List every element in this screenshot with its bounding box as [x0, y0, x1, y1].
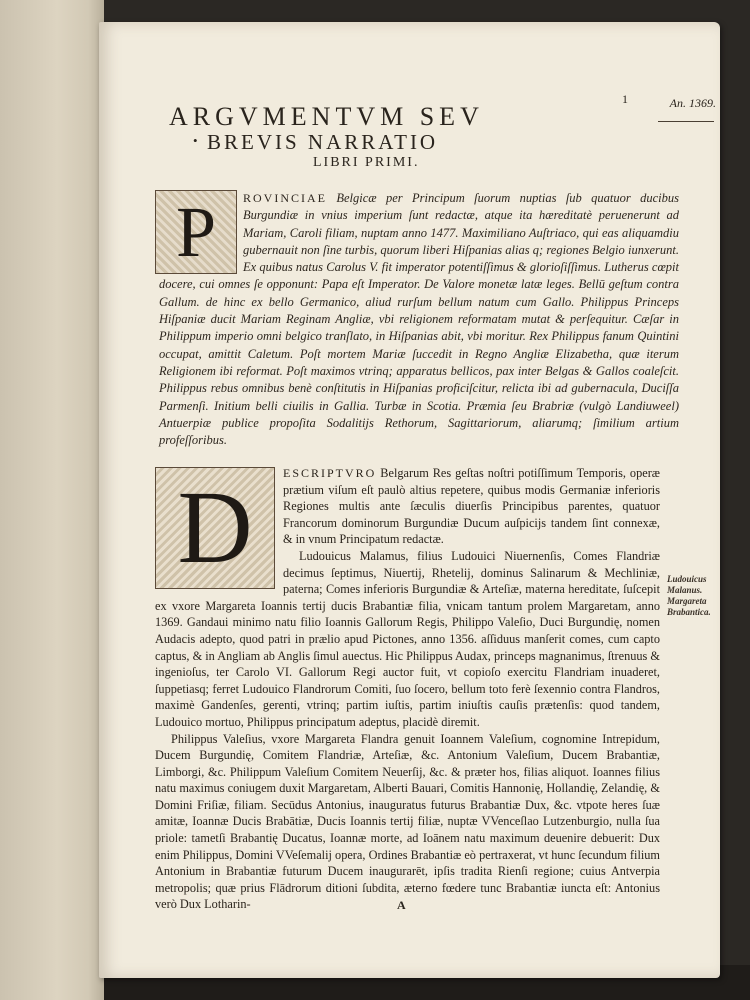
margin-notes — [667, 574, 721, 618]
margin-note: Ludouicus — [667, 574, 707, 584]
margin-note: Margareta — [667, 596, 707, 606]
initial-letter: P — [175, 192, 217, 272]
margin-note: Malanus. — [667, 585, 703, 595]
page-number: 1 — [622, 92, 628, 106]
paragraph-2: Ludouicus Malamus, filius Ludouici Niuernenſis, Comes Flandriæ decimus ſeptimus, Niuertij, Rhetelij, dominus Salinarum & Mechliniæ, paterna; Comes inferioris Burgundiæ & Arteſiæ, materna hereditate, ſuſcepit ex vxore Margareta Ioannis tertij ducis Brabantiæ filia, vnicam tantum prolem Margaretam, anno 1369. Gandaui minimo natu filio Ioannis Gallorum Regis, Philippo Valeſio, Duci Burgundię, nomen Audacis adepto, quod patri in prælio apud Pictones, anno 1356. aſſiduus manſerit comes, cum capto captus, & in Angliam ab Anglis ſimul auectus. Hic Philippus Audax, princeps magnanimus, ſtrenuus & ingenioſus, ter Carolo VI. Gallorum Regi auctor fuit, vt copioſo exercitu Flandriam inuaderet, ſuppetiasq; ferret Ludouico Flandrorum Comiti, ſuo ſocero, bellum toto ferè ſexennio contra Flandros, maximè Gandenſes, gerenti, vtrinq; partim iuſtis, partim iniuſtis cauſis prætenſis: quod tandem, Ludouico mortuo, Philippus principatum adeptus, placidè diremit. — [155, 548, 660, 729]
decorated-initial-d — [155, 467, 275, 589]
year-rule — [658, 121, 714, 122]
decorated-initial-p — [155, 190, 237, 274]
main-text — [155, 465, 660, 913]
argument-summary — [159, 190, 679, 449]
margin-note: Brabantica. — [667, 607, 711, 617]
facing-page-edge — [0, 0, 104, 1000]
paragraph-3: Philippus Valeſius, vxore Margareta Flandra genuit Ioannem Valeſium, cognomine Intrepidum, Ducem Burgundię, Comitem Flandriæ, Arteſiæ, &c. Antonium Valeſium, Ducem Brabantiæ, Limborgi, &c. Philippum Valeſium Comitem Neuerſij, &c. & præter hos, filias aliquot. Ioannes filius natu maximus coniugem duxit Margaretam, Alberti Bauari, Comitis Hannonię, Hollandię, Zelandię, & Domini Friſiæ, filiam. Secūdus Antonius, inauguratus futurus Brabantiæ Dux, &c. vtpote heres ſuæ amitæ, Ioannæ Ducis Brabātiæ, Ducis Ioannis tertij filiæ, nuptæ VVenceſlao Lutzenburgio, nulla ſua priole: tametſi Brabantię Ducatus, Ioannæ morte, ad Ioānem natu maximum deuenire debuerit: Dux enim Philippus, Domini VVeſemalij opera, Ordines Brabantiæ eò pertraxerat, vt hunc ſecundum filium Antonium in Brabantiæ futurum Ducem inaugurarēt, ipſis tradita Rienſi regione; cuius Antverpia metropolis; quæ prius Flādrorum ditioni ſubdita, æterno fœdere tunc Brabantiæ iuncta eſt: Antonius verò Dux Lotharin- — [155, 731, 660, 912]
document-page — [99, 22, 720, 978]
paragraph-1-text: Belgarum Res geſtas noſtri potiſſimum Temporis, operæ prætium viſum eſt paulò altius repetere, quibus modis Germaniæ inferioris Regiones multis ante ſæculis diuerſis Principibus parentes, quatuor Francorum dominorum Burgundiæ Ducum auſpicijs tandem ſint connexæ, & in vnum Principatum redactæ. — [283, 466, 660, 547]
intro-lead-word: ROVINCIAE — [243, 191, 327, 205]
title-line-1: ARGVMENTVM SEV — [169, 102, 484, 131]
signature-mark: A — [397, 898, 406, 912]
title-bullet-mark: • — [193, 133, 198, 148]
title-line-2: BREVIS NARRATIO — [207, 130, 439, 154]
title-line-3: LIBRI PRIMI. — [313, 155, 420, 170]
year-note: An. 1369. — [669, 96, 716, 110]
body-lead-word: ESCRIPTVRO — [283, 466, 377, 480]
initial-letter-large: D — [177, 470, 253, 585]
intro-text: Belgicæ per Principum ſuorum nuptias ſub quatuor ducibus Burgundiæ in vnius imperium ſunt redactæ, atque ita hæreditatè peruenerunt ad Mariam, Caroli filiam, nuptam anno 1477. Maximiliano Auſtriaco, qui eas aliquamdiu gubernauit non ſine turbis, quorum liberi Hiſpanias alias q; regiones Belgio iunxerunt. Ex quibus natus Carolus V. fit imperator potentiſſimus & glorioſiſſimus. Lutherus cœpit docere, cui omnes ſe opponunt: Papa eſt Imperator. De Valore monetæ latæ leges. Bellū geſtum contra Gallum. de hinc ex bello Germanico, aliud rurſum bellum natum cum Gallo. Philippus Princeps Hiſpaniæ ducit Mariam Reginam Angliæ, vbi religionem reformatam mutat & perſequitur. Cæſar in Philippum imperio omni belgico tranſlato, in Hiſpanias abit, vbi moritur. Rex Philippus fanum Quintini occupat, amittit Caletum. Poſt mortem Mariæ ſuccedit in Regno Angliæ Elizabetha, quæ iterum Religionem ibi reformat. Poſt maximos vtrinq; apparatus bellicos, pax inter Belgas & Gallos coaleſcit. Philippus rebus omnibus benè conſtitutis in Hiſpanias proficiſcitur, relicta ibi ad gubernacula, Duciſſa Parmenſi. Initium belli ciuilis in Gallia. Turbæ in Scotia. Præmia ſeu Brabriæ (vulgò Landiuweel) Antuerpiæ publice propoſita Sodalitijs Rethorum, Sagittariorum, aliarumq; ſimilium artium profeſſoribus. — [159, 191, 679, 448]
